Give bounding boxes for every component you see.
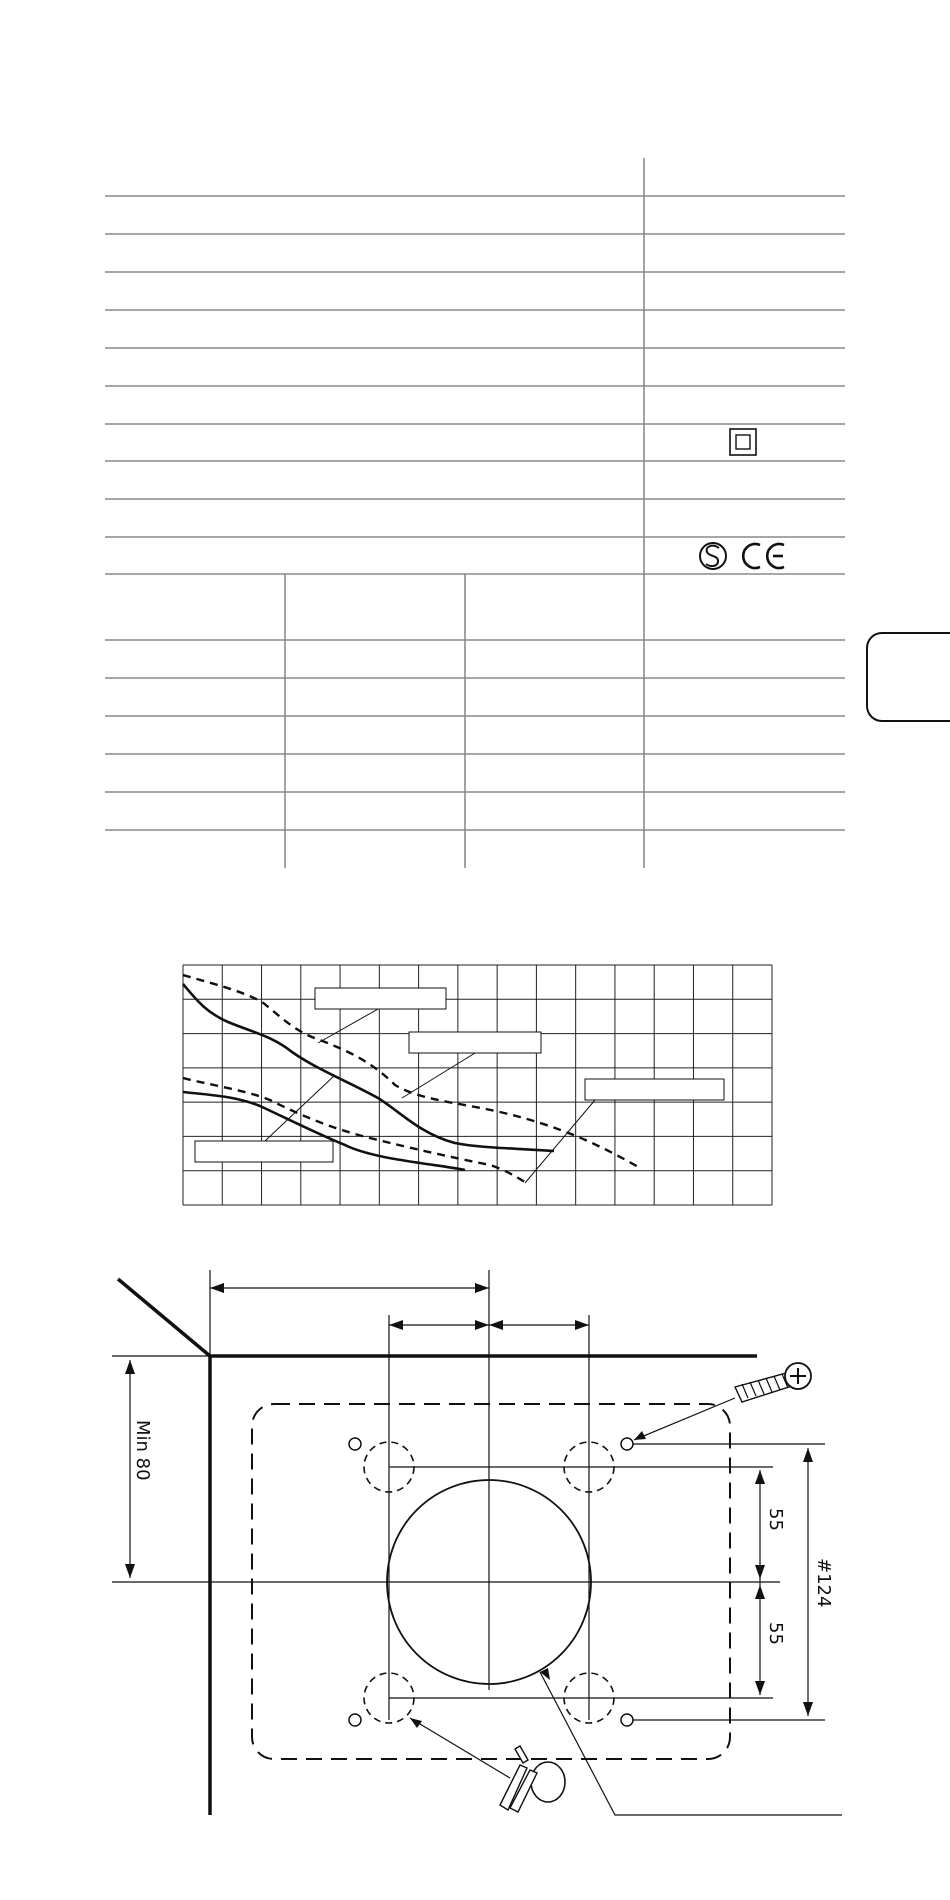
dim-124-label: #124 — [813, 1558, 834, 1608]
screw-icon — [735, 1363, 811, 1402]
screw-hole-bottom-right — [621, 1714, 633, 1726]
dim-min-80-label: Min 80 — [132, 1420, 153, 1481]
screw-hole-top-right — [621, 1438, 633, 1450]
screw-hole-top-left — [349, 1438, 361, 1450]
dim-55-upper-label: 55 — [765, 1508, 786, 1531]
wall-plug-icon — [500, 1746, 565, 1812]
screw-hole-bottom-left — [349, 1714, 361, 1726]
dim-55-lower-label: 55 — [765, 1622, 786, 1645]
wall-diagonal — [118, 1279, 210, 1356]
